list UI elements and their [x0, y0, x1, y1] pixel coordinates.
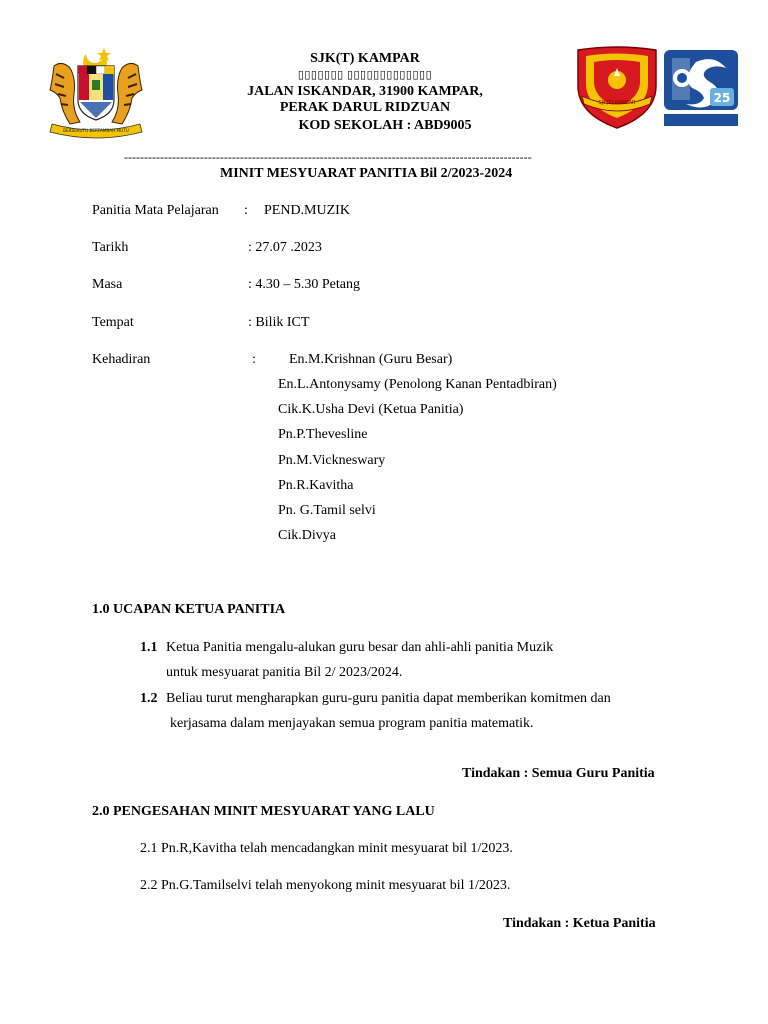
- attendee-item: Pn.R.Kavitha: [278, 478, 354, 493]
- document-title: MINIT MESYUARAT PANITIA Bil 2/2023-2024: [220, 166, 513, 181]
- header-separator: ------------------------------------------------------------------------------------------------------: [124, 150, 532, 164]
- attendance-separator: :: [252, 352, 256, 367]
- attendee-item: Cik.Divya: [278, 528, 336, 543]
- attendee-item: Pn. G.Tamil selvi: [278, 503, 376, 518]
- section-2-heading: 2.0 PENGESAHAN MINIT MESYUARAT YANG LALU: [92, 804, 435, 819]
- badge-number: 25: [713, 91, 731, 105]
- school-name-tamil: ▯▯▯▯▯▯▯ ▯▯▯▯▯▯▯▯▯▯▯▯▯: [297, 69, 433, 81]
- item-1-1-line-1: Ketua Panitia mengalu-alukan guru besar dan ahli-ahli panitia Muzik: [166, 640, 554, 655]
- item-1-2-line-2: kerjasama dalam menjayakan semua program panitia matematik.: [170, 716, 534, 731]
- date-label: Tarikh: [92, 240, 129, 255]
- item-2-1: 2.1 Pn.R,Kavitha telah mencadangkan minit mesyuarat bil 1/2023.: [140, 841, 513, 856]
- right-tiger-icon: [112, 63, 142, 124]
- attendee-item: Pn.P.Thevesline: [278, 427, 368, 442]
- item-1-1-number: 1.1: [140, 640, 158, 655]
- crest-banner-text: SJK(T) KAMPAR: [598, 100, 636, 106]
- section-1-heading: 1.0 UCAPAN KETUA PANITIA: [92, 602, 286, 617]
- school-crest-logo: [572, 46, 662, 130]
- place-value: : Bilik ICT: [248, 315, 310, 330]
- item-1-1-line-2: untuk mesyuarat panitia Bil 2/ 2023/2024.: [166, 665, 403, 680]
- section-2-action: Tindakan : Ketua Panitia: [503, 916, 656, 931]
- item-2-2: 2.2 Pn.G.Tamilselvi telah menyokong minit mesyuarat bil 1/2023.: [140, 878, 511, 893]
- attendance-label: Kehadiran: [92, 352, 151, 367]
- school-code: KOD SEKOLAH : ABD9005: [298, 118, 472, 133]
- left-tiger-icon: [50, 63, 80, 124]
- time-label: Masa: [92, 277, 123, 292]
- place-label: Tempat: [92, 315, 134, 330]
- item-1-2-number: 1.2: [140, 691, 158, 706]
- address-line-2: PERAK DARUL RIDZUAN: [279, 100, 451, 115]
- school-name: SJK(T) KAMPAR: [310, 51, 420, 66]
- subject-value: PEND.MUZIK: [264, 203, 350, 218]
- attendee-item: En.L.Antonysamy (Penolong Kanan Pentadbiran): [278, 377, 557, 392]
- time-value: : 4.30 – 5.30 Petang: [248, 277, 360, 292]
- attendee-item: En.M.Krishnan (Guru Besar): [289, 352, 453, 367]
- anniversary-25-logo: [662, 48, 740, 128]
- motto-text: BERSEKUTU BERTAMBAH MUTU: [63, 128, 129, 133]
- item-1-2-line-1: Beliau turut mengharapkan guru-guru panitia dapat memberikan komitmen dan: [166, 691, 611, 706]
- attendee-item: Cik.K.Usha Devi (Ketua Panitia): [278, 402, 464, 417]
- address-line-1: JALAN ISKANDAR, 31900 KAMPAR,: [247, 84, 483, 99]
- subject-label: Panitia Mata Pelajaran: [92, 203, 219, 218]
- attendee-item: Pn.M.Vickneswary: [278, 453, 386, 468]
- section-1-action: Tindakan : Semua Guru Panitia: [462, 766, 655, 781]
- coat-of-arms-logo: [46, 44, 146, 140]
- subject-separator: :: [244, 203, 248, 218]
- date-value: : 27.07 .2023: [248, 240, 322, 255]
